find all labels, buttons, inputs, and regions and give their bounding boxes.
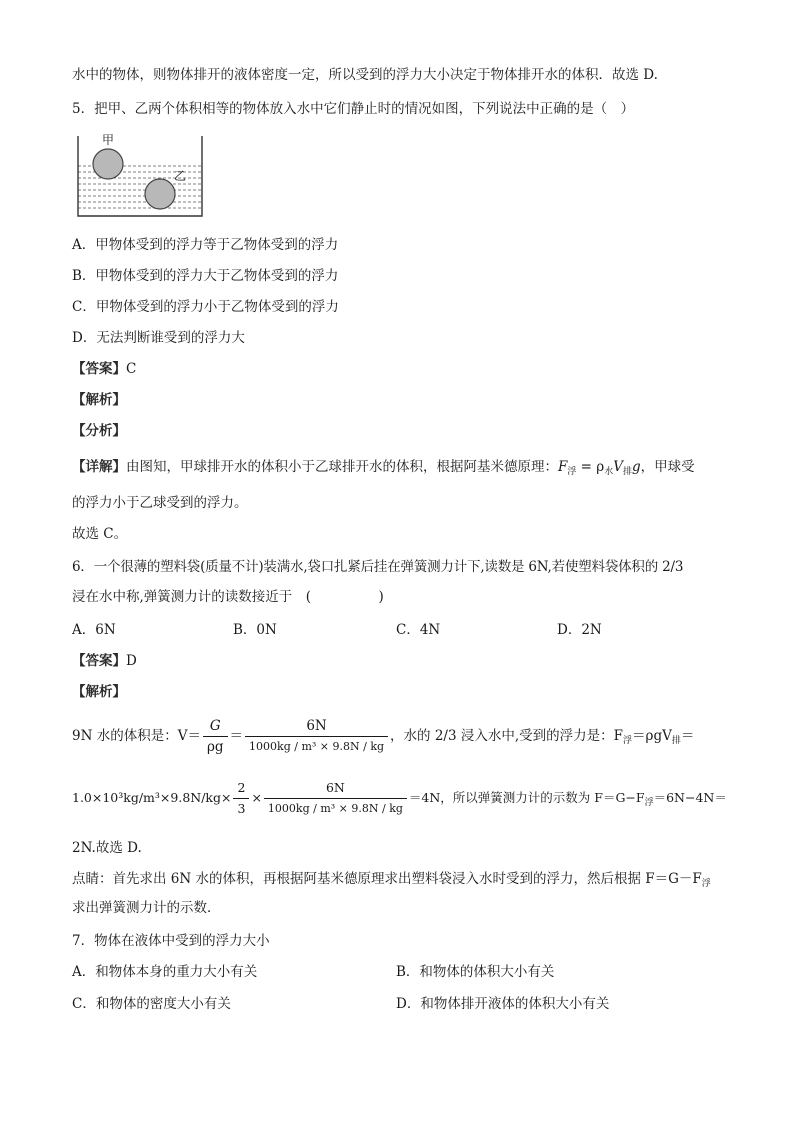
q7-option-c: C．和物体的密度大小有关 (72, 996, 231, 1012)
formula-f-sub: 浮 (567, 467, 577, 477)
detail-text-2: ，甲球受 (640, 459, 695, 475)
eq2-post: ＝4N，所以弹簧测力计的示数为 F＝G−F (408, 790, 645, 805)
q6-option-d: D．2N (557, 622, 602, 638)
q6-option-c: C．4N (396, 622, 441, 638)
question-6-stem-2: 浸在水中称,弹簧测力计的读数接近于 ( ) (72, 589, 384, 605)
ball-a (93, 149, 123, 179)
note-text: 点睛：首先求出 6N 水的体积，再根据阿基米德原理求出塑料袋浸入水时受到的浮力，然后根据 F＝G－F (72, 871, 702, 887)
detail-text: 由图知，甲球排开水的体积小于乙球排开水的体积，根据阿基米德原理： (126, 459, 558, 475)
eq2-pre: 1.0×10³kg/m³×9.8N/kg× (72, 790, 232, 805)
formula-v: V (613, 459, 623, 475)
formula-g: g (632, 459, 641, 475)
note-sub: 浮 (701, 879, 711, 889)
question-6-stem-1: 6．一个很薄的塑料袋(质量不计)装满水,袋口扎紧后挂在弹簧测力计下,读数是 6N,若使塑料袋体积的 2/3 (72, 559, 684, 575)
q5-detail-line-2: 的浮力小于乙球受到的浮力。 (72, 495, 248, 511)
fraction-g-rhog (203, 717, 228, 756)
eq1-post: ，水的 2/3 浸入水中,受到的浮力是：F (390, 728, 623, 744)
answer-tag: 【答案】 (72, 361, 126, 377)
q6-option-b: B．0N (233, 622, 277, 638)
q7-option-b: B．和物体的体积大小有关 (396, 964, 555, 980)
q5-option-c: C．甲物体受到的浮力小于乙物体受到的浮力 (72, 299, 339, 315)
q5-choose: 故选 C。 (72, 526, 128, 542)
eq1-pre: 9N 水的体积是：V＝ (72, 728, 201, 744)
text-line: 水中的物体，则物体排开的液体密度一定，所以受到的浮力大小决定于物体排开水的体积．故选 D. (72, 67, 658, 83)
q5-detail-line (72, 458, 695, 481)
ball-b (145, 179, 175, 209)
q5-figure (70, 128, 210, 220)
detail-tag: 【详解】 (72, 459, 126, 475)
q6-equation-2 (72, 778, 727, 818)
fraction-two-thirds (233, 779, 249, 818)
q5-fenxi-tag: 【分析】 (72, 423, 126, 439)
eq2-post2: ＝6N−4N＝ (653, 790, 727, 805)
eq1-fsub: 浮 (623, 736, 633, 746)
formula-eq: = ρ (576, 459, 605, 475)
eq2-fsub: 浮 (644, 798, 654, 808)
eq1-vsub: 排 (671, 736, 681, 746)
fraction-volume-2 (264, 779, 407, 818)
eq2-x: × (251, 790, 262, 805)
q6-analysis-tag: 【解析】 (72, 684, 126, 700)
formula-v-sub: 排 (623, 467, 633, 477)
formula-rho-sub: 水 (604, 467, 614, 477)
frac-den: 1000kg / m³ × 9.8N / kg (264, 798, 407, 818)
formula-f: F (558, 459, 568, 475)
q6-note-2: 求出弹簧测力计的示数． (72, 900, 221, 916)
label-jia: 甲 (102, 133, 115, 147)
q5-analysis-tag: 【解析】 (72, 392, 126, 408)
frac-num: 6N (325, 780, 345, 795)
q6-note-1 (72, 870, 711, 893)
eq1-eq: ＝ (229, 728, 244, 744)
frac-den: ρg (203, 736, 228, 756)
label-yi: 乙 (174, 169, 187, 183)
question-5-stem: 5．把甲、乙两个体积相等的物体放入水中它们静止时的情况如图，下列说法中正确的是（ ） (72, 101, 635, 117)
frac-num: 6N (306, 718, 327, 734)
q7-option-a: A．和物体本身的重力大小有关 (72, 964, 258, 980)
q5-answer (72, 360, 136, 378)
q6-option-a: A．6N (72, 622, 116, 638)
q5-option-d: D．无法判断谁受到的浮力大 (72, 330, 245, 346)
frac-den: 1000kg / m³ × 9.8N / kg (245, 736, 388, 756)
eq1-post3: ＝ (680, 728, 695, 744)
q6-equation-3: 2N.故选 D. (72, 840, 142, 856)
frac-num: 2 (237, 780, 246, 795)
q6-equation-1 (72, 716, 694, 756)
answer-value: D (126, 653, 137, 669)
q7-option-d: D．和物体排开液体的体积大小有关 (396, 996, 610, 1012)
q5-option-a: A．甲物体受到的浮力等于乙物体受到的浮力 (72, 237, 339, 253)
q6-answer (72, 652, 137, 670)
q5-option-b: B．甲物体受到的浮力大于乙物体受到的浮力 (72, 268, 339, 284)
eq1-post2: ＝ρgV (632, 728, 672, 744)
frac-num: G (209, 718, 221, 734)
frac-den: 3 (233, 798, 249, 818)
answer-tag: 【答案】 (72, 653, 126, 669)
fraction-volume (245, 717, 388, 756)
question-7-stem: 7．物体在液体中受到的浮力大小 (72, 933, 270, 949)
answer-value: C (126, 361, 137, 377)
